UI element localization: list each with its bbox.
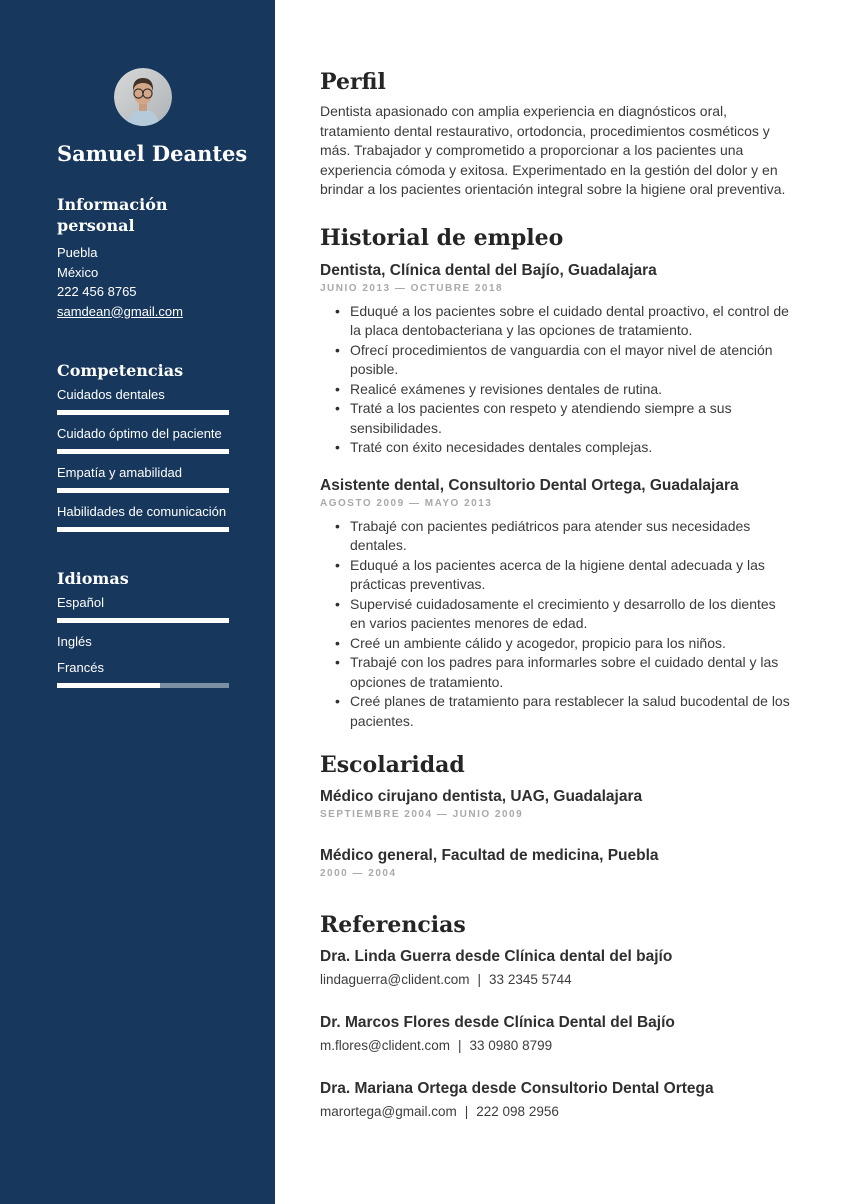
sidebar [0, 0, 275, 1204]
education-title: Médico general, Facultad de medicina, Puebla [320, 847, 659, 864]
education-dates: SEPTIEMBRE 2004 — JUNIO 2009 [320, 809, 524, 820]
references-section [320, 911, 792, 1121]
education-heading: Escolaridad [320, 752, 465, 778]
reference-phone: 33 0980 8799 [469, 1038, 553, 1053]
profile-photo [114, 68, 172, 126]
skills-heading: Competencias [57, 361, 184, 380]
job-entry [320, 261, 792, 458]
person-name: Samuel Deantes [57, 141, 248, 166]
reference-email: m.flores@clident.com [320, 1038, 450, 1053]
job-bullets [320, 302, 792, 458]
education-dates: 2000 — 2004 [320, 868, 397, 879]
job-bullet: • Creé planes de tratamiento para restablecer la salud bucodental de los pacientes. [320, 692, 792, 731]
reference-email: lindaguerra@clident.com [320, 972, 470, 987]
job-bullet: • Eduqué a los pacientes acerca de la higiene dental adecuada y las prácticas preventivas. [320, 556, 792, 595]
separator: | [477, 972, 482, 987]
job-bullets [320, 517, 792, 732]
profile-section [320, 68, 792, 200]
skill-item [57, 504, 229, 532]
language-bar [57, 618, 229, 623]
job-bullet: • Traté a los pacientes con respeto y atendiendo siempre a sus sensibilidades. [320, 399, 792, 438]
language-label: Inglés [57, 634, 92, 649]
email-link[interactable]: samdean@gmail.com [57, 303, 183, 319]
reference-title: Dra. Mariana Ortega desde Consultorio Dental Ortega [320, 1080, 714, 1097]
reference-entry [320, 1079, 792, 1121]
language-item [57, 595, 229, 623]
skill-label: Cuidado óptimo del paciente [57, 426, 222, 441]
profile-heading: Perfil [320, 69, 386, 95]
profile-text: Dentista apasionado con amplia experiencia en diagnósticos oral, tratamiento dental restaurativo, ortodoncia, procedimientos cosméticos y más. Trabajador y comprometido a proporcionar a los pacientes una experiencia cómoda y exitosa. Experimentado en la gestión del dolor y en brindar a los pacientes orientación integral sobre la higiene oral preventiva. [320, 103, 786, 197]
reference-phone: 222 098 2956 [476, 1104, 559, 1119]
city: Puebla [57, 245, 98, 260]
languages-section [57, 568, 229, 688]
skill-item [57, 465, 229, 493]
personal-info-heading: Información personal [57, 195, 168, 235]
skills-section [57, 360, 229, 532]
job-dates: JUNIO 2013 — OCTUBRE 2018 [320, 282, 504, 294]
skill-label: Cuidados dentales [57, 387, 165, 402]
skill-label: Empatía y amabilidad [57, 465, 183, 480]
skill-bar [57, 527, 229, 532]
skill-bar [57, 488, 229, 493]
reference-entry [320, 1013, 792, 1055]
employment-heading: Historial de empleo [320, 224, 564, 251]
job-title: Asistente dental, Consultorio Dental Ortega, Guadalajara [320, 476, 739, 494]
job-bullet: • Trabajé con pacientes pediátricos para atender sus necesidades dentales. [320, 517, 792, 556]
personal-info-section [57, 194, 229, 321]
country: México [57, 264, 99, 280]
employment-section [320, 224, 792, 732]
skill-item [57, 387, 229, 415]
language-item [57, 634, 229, 650]
job-title: Dentista, Clínica dental del Bajío, Guadalajara [320, 261, 657, 279]
separator: | [464, 1104, 469, 1119]
job-bullet: • Trabajé con los padres para informarles sobre el cuidado dental y las opciones de tratamiento. [320, 653, 792, 692]
phone: 222 456 8765 [57, 284, 137, 299]
job-bullet: • Realicé exámenes y revisiones dentales de rutina. [320, 380, 792, 400]
job-bullet: • Supervisé cuidadosamente el crecimiento y desarrollo de los dientes en varios pacientes menores de edad. [320, 595, 792, 634]
job-bullet: • Ofrecí procedimientos de vanguardia con el mayor nivel de atención posible. [320, 341, 792, 380]
resume-body [320, 0, 792, 1121]
education-title: Médico cirujano dentista, UAG, Guadalajara [320, 788, 643, 805]
separator: | [458, 1038, 462, 1053]
language-label: Español [57, 595, 104, 610]
languages-heading: Idiomas [57, 569, 129, 588]
job-entry [320, 476, 792, 732]
reference-title: Dra. Linda Guerra desde Clínica dental del bajío [320, 948, 673, 965]
references-heading: Referencias [320, 912, 466, 938]
job-bullet: • Traté con éxito necesidades dentales complejas. [320, 438, 792, 458]
job-dates: AGOSTO 2009 — MAYO 2013 [320, 497, 493, 509]
reference-title: Dr. Marcos Flores desde Clínica Dental del Bajío [320, 1014, 675, 1031]
language-bar [57, 683, 229, 688]
skill-label: Habilidades de comunicación [57, 504, 227, 519]
reference-phone: 33 2345 5744 [489, 972, 572, 987]
job-bullet: • Eduqué a los pacientes sobre el cuidado dental proactivo, el control de la placa dentobacteriana y las opciones de tratamiento. [320, 302, 792, 341]
reference-email: marortega@gmail.com [320, 1104, 457, 1119]
reference-entry [320, 947, 792, 989]
skill-bar [57, 410, 229, 415]
skill-bar [57, 449, 229, 454]
education-entry [320, 846, 792, 881]
education-section [320, 751, 792, 881]
language-item [57, 660, 229, 688]
language-label: Francés [57, 660, 104, 675]
job-bullet: • Creé un ambiente cálido y acogedor, propicio para los niños. [320, 634, 792, 654]
skill-item [57, 426, 229, 454]
education-entry [320, 787, 792, 822]
